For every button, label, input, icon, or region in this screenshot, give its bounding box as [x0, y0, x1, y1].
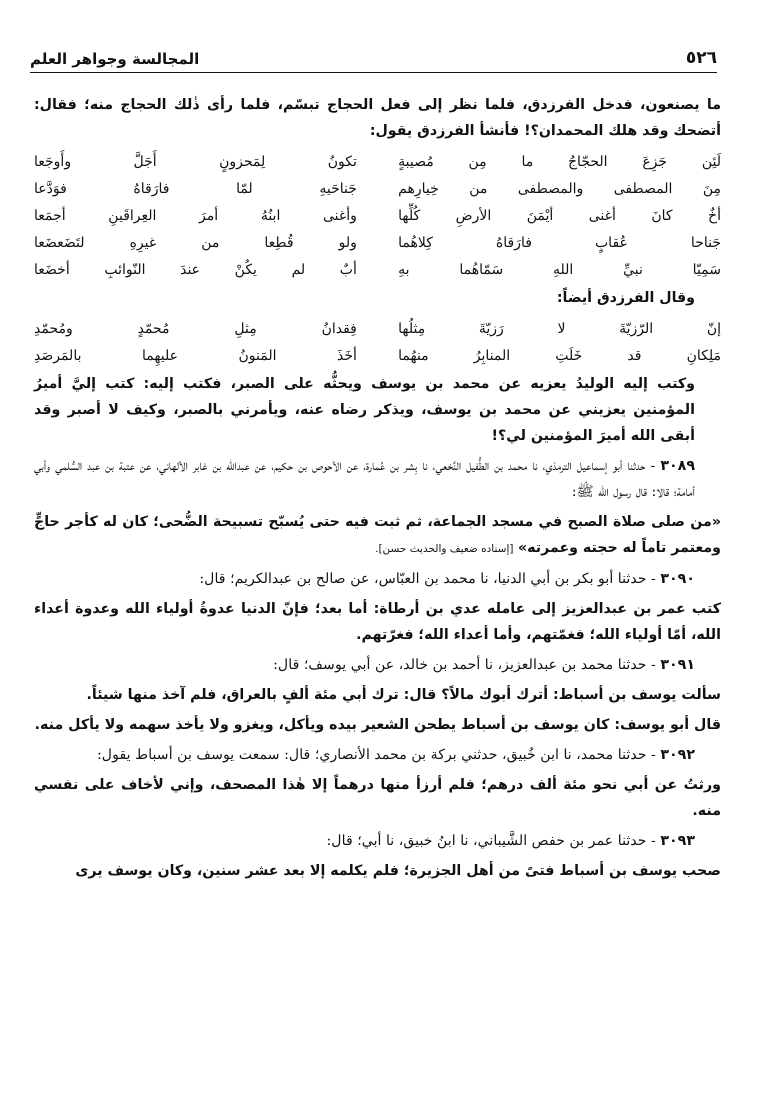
poem-2	[34, 315, 721, 369]
hadith-number: ٣٠٩٢	[660, 747, 695, 763]
verse-row	[34, 256, 721, 283]
verse-first-hemistich: مِنَ المصطفى والمصطفى من خِيارِهم	[398, 180, 721, 197]
verse-first-hemistich: لَئِن جَزِعَ الحجّاجُ ما مِن مُصيبةٍ	[398, 153, 721, 170]
verse-row	[34, 175, 721, 202]
hadith-3089-isnad: ٣٠٨٩ - حدثنا أبو إسماعيل الترمذي، نا محمد بن الطُّفيل النَّخعي، نا بِشر بن عُمارة، عن الأحوص بن حكيم، عن عبدالله بن غابر الألهاني، عن عتبة بن عبد السُّلمي وأبي أمامة؛ قالا: قال رسول الله ﷺ:	[34, 458, 695, 500]
verse-row	[34, 202, 721, 229]
verse-second-hemistich: تكونُ لِمَحزونٍ أَجَلَّ وأَوجَعا	[34, 153, 357, 170]
verse-first-hemistich: سَمِيّا نبيِّ اللهِ سَمّاهُما بهِ	[398, 261, 721, 278]
verse-row	[34, 148, 721, 175]
verse-row	[34, 342, 721, 369]
paragraph-intro: ما يصنعون، فدخل الفرزدق، فلما نظر إلى فعل الحجاج تبسّم، فلما رأى ذٰلك الحجاج منه؛ فقال: أتضحك وقد هلك المحمدان؟! فأنشأ الفرزدق يقول:	[34, 97, 721, 139]
page-header	[30, 38, 717, 73]
hadith-3089-matn: «من صلى صلاة الصبح في مسجد الجماعة، ثم ثبت فيه حتى يُسبّح تسبيحة الضُّحى؛ كان له كأجر حاجٍّ ومعتمر تاماً له حجته وعمرته» [إسناده ضعيف والحديث حسن].	[34, 514, 721, 556]
verse-row	[34, 315, 721, 342]
verse-second-hemistich: فِقدانُ مِثلِ مُحمّدٍ ومُحمّدِ	[34, 320, 357, 337]
hadith-number: ٣٠٩٣	[660, 833, 695, 849]
verse-first-hemistich: إنّ الرّزيّةَ لا رَزيّةَ مِثلُها	[398, 320, 721, 337]
paragraph-poem2-intro: وقال الفرزدق أيضاً:	[556, 290, 695, 306]
verse-second-hemistich: أخَذَ المَنونُ عليهِما بالمَرصَدِ	[34, 347, 357, 364]
hadith-number: ٣٠٩١	[660, 657, 695, 673]
hadith-number: ٣٠٩٠	[660, 571, 695, 587]
verse-second-hemistich: أبٌ لم يكُنْ عندَ النّوائبِ أخضَعا	[34, 261, 357, 278]
verse-second-hemistich: ولو قُطِعا من غيرِهِ لتَضَعضَعا	[34, 234, 357, 251]
verse-second-hemistich: جَناحَيهِ لمّا فارَقاهُ فوَدَّعا	[34, 180, 357, 197]
hadith-3092-isnad: ٣٠٩٢ - حدثنا محمد، نا ابن خُبيق، حدثني بركة بن محمد الأنصاري؛ قال: سمعت يوسف بن أسباط يقول:	[97, 747, 695, 763]
verse-first-hemistich: أخٌ كانَ أغنى أيْمَنَ الأرضِ كُلِّها	[398, 207, 721, 224]
hadith-3090-matn: كتب عمر بن عبدالعزيز إلى عامله عدي بن أرطاة: أما بعد؛ فإنّ الدنيا عدوةُ أولياء الله وعدوة أعداء الله، أمّا أولياء الله؛ فغمّتهم، وأما أعداء الله؛ فغرّتهم.	[34, 601, 721, 643]
hadith-number: ٣٠٨٩	[660, 458, 695, 474]
hadith-grade: [إسناده ضعيف والحديث حسن].	[375, 543, 514, 555]
paragraph-letter: وكتب إليه الوليدُ يعزيه عن محمد بن يوسف ويحثُّه على الصبر، فكتب إليه: كتب إليَّ أميرُ المؤمنين يعزيني عن محمد بن يوسف، ويذكر رضاه عنه، ويأمرني بالصبر، وكيف لا أصبر وقد أبقى الله أميرَ المؤمنين لي؟!	[34, 376, 695, 444]
hadith-3093-isnad: ٣٠٩٣ - حدثنا عمر بن حفص الشَّيباني، نا ابنُ خبيق، نا أبي؛ قال:	[326, 833, 695, 849]
poem-1	[34, 148, 721, 283]
verse-first-hemistich: جَناحا عُقابٍ فارَقاهُ كِلاهُما	[398, 234, 721, 251]
hadith-3091-isnad: ٣٠٩١ - حدثنا محمد بن عبدالعزيز، نا أحمد بن خالد، عن أبي يوسف؛ قال:	[273, 657, 695, 673]
verse-row	[34, 229, 721, 256]
hadith-3091-extra: قال أبو يوسف: كان يوسف بن أسباط يطحن الشعير بيده ويأكل، ويغزو ولا يأخذ سهمه ولا يأكل منه.	[34, 717, 721, 733]
verse-second-hemistich: وأغنى ابنُهُ أمرَ العِراقَينِ أجمَعا	[34, 207, 357, 224]
hadith-3093-matn: صحب يوسف بن أسباط فتىً من أهل الجزيرة؛ فلم يكلمه إلا بعد عشر سنين، وكان يوسف يرى	[75, 863, 721, 879]
verse-first-hemistich: مَلِكانِ قد خَلَتِ المنابِرُ منهُما	[398, 347, 721, 364]
page-number: ٥٢٦	[685, 48, 717, 68]
hadith-3092-matn: ورثتُ عن أبي نحو مئة ألف درهم؛ فلم أرزأ منها درهماً إلا هٰذا المصحف، وإني لأخاف على نفسي منه.	[34, 777, 721, 819]
page-body	[34, 92, 721, 888]
hadith-3091-matn: سألت يوسف بن أسباط: أترك أبوك مالاً؟ قال: ترك أبي مئة ألفٍ بالعراق، فلم آخذ منها شيئاً.	[86, 687, 721, 703]
hadith-3090-isnad: ٣٠٩٠ - حدثنا أبو بكر بن أبي الدنيا، نا محمد بن العبّاس، عن صالح بن عبدالكريم؛ قال:	[199, 571, 695, 587]
book-title: المجالسة وجواهر العلم	[30, 50, 200, 68]
